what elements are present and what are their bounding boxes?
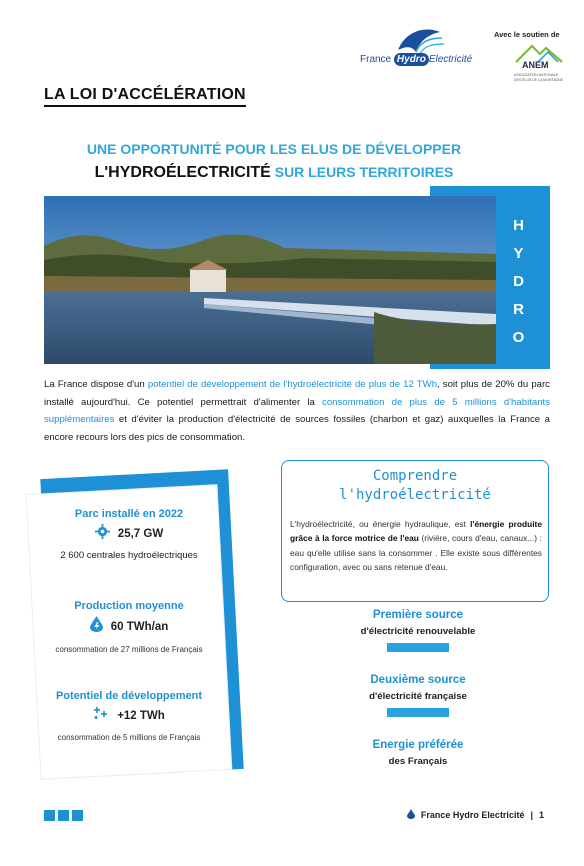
page-title: LA LOI D'ACCÉLÉRATION	[44, 86, 246, 107]
anem-logo	[508, 42, 568, 90]
comprendre-title: Comprendre l'hydroélectricité	[339, 468, 491, 503]
water-drop-icon	[90, 616, 103, 637]
gear-icon	[95, 524, 110, 544]
page-number: 1	[538, 810, 544, 820]
logo-text: France Hydro Electricité	[360, 54, 473, 65]
stat-production-sub: consommation de 27 millions de Français	[55, 645, 203, 654]
river-weir-image	[44, 196, 496, 364]
right-stat-1-bar	[387, 643, 449, 652]
right-stat-3-title: Energie préférée	[372, 739, 464, 751]
comprendre-box	[281, 460, 549, 602]
footer-square	[44, 810, 55, 821]
footer	[407, 809, 544, 821]
right-stat-2-title: Deuxième source	[370, 674, 466, 686]
soutien-label: Avec le soutien de	[494, 30, 560, 39]
footer-square	[58, 810, 69, 821]
stat-potentiel	[36, 690, 222, 742]
footer-square	[72, 810, 83, 821]
stat-parc-title: Parc installé en 2022	[74, 508, 184, 520]
footer-separator: |	[530, 810, 533, 820]
stat-parc-sub: 2 600 centrales hydroélectriques	[60, 550, 198, 561]
right-stat-3-sub: des Français	[388, 756, 448, 767]
stat-production-value: 60 TWh/an	[110, 620, 169, 633]
headline	[44, 138, 504, 184]
anem-subtitle: ASSOCIATION NATIONALE DES ÉLUS DE LA MONTAGNE	[514, 73, 564, 82]
wave-logo-icon	[390, 24, 450, 74]
right-stat-1-sub: d'électricité renouvelable	[360, 626, 476, 637]
right-stat-2-bar	[387, 708, 449, 717]
stat-parc	[36, 508, 222, 561]
stat-production	[36, 600, 222, 654]
france-hydro-electricite-logo	[360, 24, 488, 76]
footer-drop-icon	[407, 809, 415, 821]
hero-photo	[44, 196, 496, 364]
right-stat-1	[320, 609, 516, 652]
headline-line-2: L'HYDROÉLECTRICITÉ SUR LEURS TERRITOIRES	[94, 164, 454, 181]
right-stat-3	[320, 739, 516, 767]
stat-potentiel-sub: consommation de 5 millions de Français	[57, 733, 201, 742]
right-stat-1-title: Première source	[372, 609, 464, 621]
right-stat-2	[320, 674, 516, 717]
intro-paragraph: La France dispose d'un potentiel de développement de l'hydroélectricité de plus de 12 TWh, soit plus de 20% du parc installé aujourd'hui. Ce potentiel permettrait d'alimenter la consommation de plus de 5 millions d'habitants supplémentaires et d'éviter la production d'électricité de sources fossiles (charbon et gaz) auxquelles la France a encore recours lors des pics de consommation.	[44, 379, 550, 443]
comprendre-text: L'hydroélectricité, ou énergie hydraulique, est l'énergie produite grâce à la force motrice de l'eau (rivière, cours d'eau, canaux...) : eau qu'elle utilise sans la consommer . Elle existe sous différentes configuration, avec ou sans retenue d'eau.	[290, 519, 542, 572]
footer-squares	[44, 810, 83, 821]
right-stat-2-sub: d'électricité française	[369, 691, 467, 702]
footer-org: France Hydro Electricité	[420, 810, 525, 820]
hydro-vertical-text: HYDRO	[512, 217, 526, 346]
headline-line-1: UNE OPPORTUNITÉ POUR LES ELUS DE DÉVELOPPER	[86, 141, 462, 157]
stat-potentiel-value: +12 TWh	[117, 709, 165, 722]
sparkle-icon	[93, 706, 109, 725]
anem-name: ANEM	[522, 60, 549, 70]
stat-parc-value: 25,7 GW	[117, 528, 164, 540]
stat-potentiel-title: Potentiel de développement	[55, 690, 203, 702]
stat-production-title: Production moyenne	[74, 600, 184, 612]
